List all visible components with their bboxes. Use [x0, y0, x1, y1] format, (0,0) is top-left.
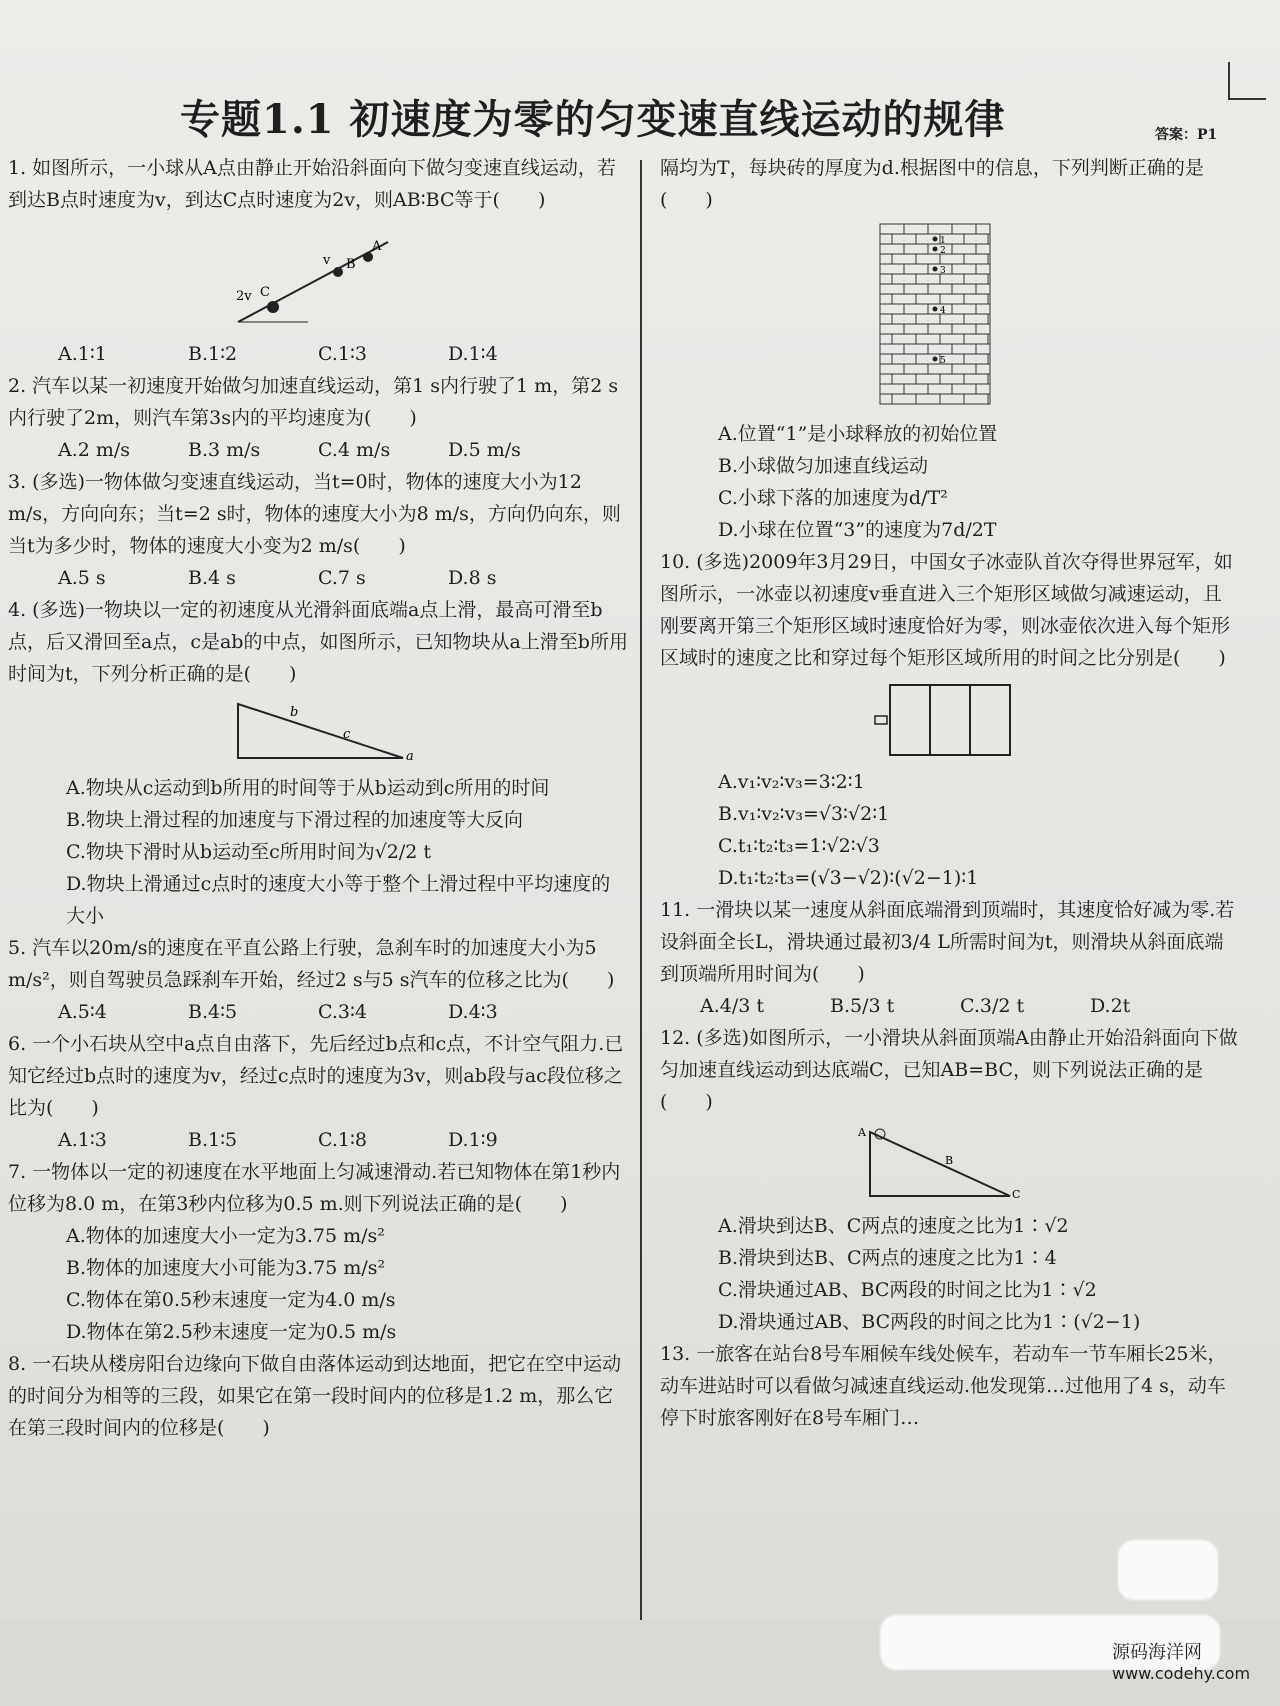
svg-text:A: A [372, 239, 382, 254]
brick [892, 354, 916, 364]
brick [880, 354, 892, 364]
option-d[interactable]: D.8 s [448, 567, 497, 589]
watermark-url: www.codehy.com [1112, 1664, 1251, 1683]
brick [904, 264, 928, 274]
brick [904, 244, 928, 254]
option-c[interactable]: C.3/2 t [960, 995, 1025, 1017]
question-1 [8, 152, 628, 370]
brick [952, 384, 976, 394]
option-d[interactable]: D.物体在第2.5秒末速度一定为0.5 m/s [66, 1321, 397, 1343]
ball-position-dot [933, 247, 938, 252]
option-d[interactable]: D.小球在位置“3”的速度为7d/2T [718, 519, 997, 541]
brick [976, 304, 990, 314]
option-a[interactable]: A.1∶3 [58, 1129, 107, 1151]
brick [916, 394, 940, 404]
option-b[interactable]: B.物块上滑过程的加速度与下滑过程的加速度等大反向 [66, 809, 524, 831]
svg-text:C: C [1012, 1188, 1021, 1201]
incline-abc-figure [8, 696, 608, 766]
brick [904, 284, 928, 294]
svg-text:2v: 2v [236, 289, 252, 304]
option-c[interactable]: C.1∶8 [318, 1129, 368, 1151]
option-c[interactable]: C.1∶3 [318, 343, 368, 365]
options-row [8, 434, 628, 466]
option-c[interactable]: C.滑块通过AB、BC两段的时间之比为1∶√2 [718, 1279, 1097, 1301]
brick [988, 234, 990, 244]
question-text: 6. 一个小石块从空中a点自由落下，先后经过b点和c点，不计空气阻力.已知它经过b点时的速度为v，经过c点时的速度为3v，则ab段与ac段位移之比为( ) [8, 1033, 624, 1119]
option-d[interactable]: D.4∶3 [448, 1001, 498, 1023]
brick [964, 274, 988, 284]
svg-text:C: C [260, 285, 270, 300]
brick [880, 394, 892, 404]
brick [904, 324, 928, 334]
brick [916, 274, 940, 284]
brick [880, 294, 892, 304]
answer-reference: 答案：P1 [1155, 127, 1218, 143]
brick [880, 384, 904, 394]
brick [988, 334, 990, 344]
question-2 [8, 370, 628, 466]
option-b[interactable]: B.1∶5 [188, 1129, 238, 1151]
option-c[interactable]: C.物体在第0.5秒末速度一定为4.0 m/s [66, 1289, 396, 1311]
option-d[interactable]: D.t₁∶t₂∶t₃=(√3−√2)∶(√2−1)∶1 [718, 867, 979, 889]
option-a[interactable]: A.物体的加速度大小一定为3.75 m/s² [66, 1225, 385, 1247]
brick [976, 224, 990, 234]
brick [892, 374, 916, 384]
ball-position-label: 4 [940, 306, 946, 316]
brick [940, 374, 964, 384]
brick [964, 314, 988, 324]
brick [964, 374, 988, 384]
option-d[interactable]: D.5 m/s [448, 439, 521, 461]
brick [892, 234, 916, 244]
question-4 [8, 594, 628, 932]
option-a[interactable]: A.滑块到达B、C两点的速度之比为1∶√2 [718, 1215, 1069, 1237]
option-b[interactable]: B.滑块到达B、C两点的速度之比为1∶4 [718, 1247, 1057, 1269]
question-text: 5. 汽车以20m/s的速度在平直公路上行驶，急刹车时的加速度大小为5 m/s²，则自驾驶员急踩刹车开始，经过2 s与5 s汽车的位移之比为( ) [8, 937, 615, 991]
brick [988, 254, 990, 264]
question-8 [8, 1348, 628, 1444]
brick [928, 384, 952, 394]
brick [904, 304, 928, 314]
ball-position-label: 2 [940, 246, 946, 256]
svg-text:B: B [346, 257, 356, 272]
option-a[interactable]: A.位置“1”是小球释放的初始位置 [718, 423, 998, 445]
brick [976, 324, 990, 334]
option-b[interactable]: B.5/3 t [830, 995, 895, 1017]
option-d[interactable]: D.2t [1090, 995, 1131, 1017]
brick [916, 294, 940, 304]
brick [916, 334, 940, 344]
options-row [8, 996, 628, 1028]
options-row [8, 338, 628, 370]
option-b[interactable]: B.物体的加速度大小可能为3.75 m/s² [66, 1257, 386, 1279]
brick [880, 244, 904, 254]
brick [892, 394, 916, 404]
column-divider [640, 160, 642, 1620]
brick [988, 394, 990, 404]
brick [880, 304, 904, 314]
brick [940, 394, 964, 404]
option-c[interactable]: C.t₁∶t₂∶t₃=1∶√2∶√3 [718, 835, 880, 857]
brick [916, 374, 940, 384]
brick [880, 324, 904, 334]
brick [880, 374, 892, 384]
options-row [8, 562, 628, 594]
svg-text:c: c [343, 727, 351, 742]
brick [952, 304, 976, 314]
svg-text:B: B [945, 1154, 954, 1167]
option-b[interactable]: B.4∶5 [188, 1001, 238, 1023]
option-d[interactable]: D.滑块通过AB、BC两段的时间之比为1∶(√2−1) [718, 1311, 1141, 1333]
option-a[interactable]: A.2 m/s [58, 439, 131, 461]
question-7 [8, 1156, 628, 1348]
option-b[interactable]: B.v₁∶v₂∶v₃=√3∶√2∶1 [718, 803, 890, 825]
brick [988, 294, 990, 304]
option-c[interactable]: C.小球下落的加速度为d/T² [718, 487, 948, 509]
page-title: 专题1.1 初速度为零的匀变速直线运动的规律 [180, 96, 1006, 143]
ball-position-label: 1 [940, 236, 946, 246]
ball-position-dot [933, 307, 938, 312]
ball-position-dot [933, 237, 938, 242]
brick [952, 244, 976, 254]
brick [904, 384, 928, 394]
option-b[interactable]: B.小球做匀加速直线运动 [718, 455, 929, 477]
question-3 [8, 466, 628, 594]
option-a[interactable]: A.4/3 t [700, 995, 765, 1017]
brick [976, 244, 990, 254]
ball-position-dot [933, 357, 938, 362]
brick [964, 294, 988, 304]
option-d[interactable]: D.物块上滑通过c点时的速度大小等于整个上滑过程中平均速度的大小 [66, 873, 611, 927]
option-a[interactable]: A.1∶1 [58, 343, 107, 365]
question-text: 隔均为T，每块砖的厚度为d.根据图中的信息，下列判断正确的是( ) [660, 157, 1204, 211]
brick [988, 314, 990, 324]
question-text: 11. 一滑块以某一速度从斜面底端滑到顶端时，其速度恰好减为零.若设斜面全长L，滑块通过最初3/4 L所需时间为t，则滑块从斜面底端到顶端所用时间为( ) [660, 899, 1235, 985]
question-text: 10. (多选)2009年3月29日，中国女子冰壶队首次夺得世界冠军，如图所示，一冰壶以初速度v垂直进入三个矩形区域做匀减速运动，且刚要离开第三个矩形区域时速度恰好为零，则冰壶依次进入每个矩形区域时的速度之比和穿过每个矩形区域所用的时间之比分别是( ) [660, 551, 1233, 669]
question-text: 4. (多选)一物块以一定的初速度从光滑斜面底端a点上滑，最高可滑至b点，后又滑回至a点，c是ab的中点，如图所示，已知物块从a上滑至b所用时间为t，下列分析正确的是( ) [8, 599, 628, 685]
options-row [8, 1124, 628, 1156]
brick [880, 224, 904, 234]
option-d[interactable]: D.1∶9 [448, 1129, 498, 1151]
brick [904, 344, 928, 354]
svg-text:v: v [323, 253, 331, 268]
redaction-patch [1118, 1540, 1218, 1600]
option-c[interactable]: C.7 s [318, 567, 366, 589]
brick [892, 294, 916, 304]
options-row [660, 990, 1240, 1022]
brick [952, 264, 976, 274]
brick [976, 264, 990, 274]
svg-text:b: b [290, 705, 299, 720]
incline-abc-slider-figure [660, 1124, 1220, 1204]
question-text: 13. 一旅客在站台8号车厢候车线处候车，若动车一节车厢长25米，动车进站时可以看做匀减速直线运动.他发现第…过他用了4 s，动车停下时旅客刚好在8号车厢门… [660, 1343, 1227, 1429]
brick [880, 274, 892, 284]
option-a[interactable]: A.v₁∶v₂∶v₃=3∶2∶1 [718, 771, 865, 793]
option-d[interactable]: D.1∶4 [448, 343, 498, 365]
brick [928, 344, 952, 354]
brick [904, 364, 928, 374]
svg-text:A: A [858, 1126, 866, 1139]
brick [952, 324, 976, 334]
option-c[interactable]: C.物块下滑时从b运动至c所用时间为√2/2 t [66, 841, 432, 863]
brick [964, 234, 988, 244]
question-text: 12. (多选)如图所示，一小滑块从斜面顶端A由静止开始沿斜面向下做匀加速直线运动到达底端C，已知AB=BC，则下列说法正确的是( ) [660, 1027, 1238, 1113]
brick [964, 354, 988, 364]
brick [940, 334, 964, 344]
ball-position-label: 5 [940, 356, 946, 366]
brick [904, 224, 928, 234]
option-a[interactable]: A.5∶4 [58, 1001, 107, 1023]
brick [928, 284, 952, 294]
question-text: 1. 如图所示，一小球从A点由静止开始沿斜面向下做匀变速直线运动，若到达B点时速度为v，到达C点时速度为2v，则AB∶BC等于( ) [8, 157, 616, 211]
brick [952, 364, 976, 374]
option-b[interactable]: B.3 m/s [188, 439, 261, 461]
brick [880, 254, 892, 264]
option-c[interactable]: C.3∶4 [318, 1001, 368, 1023]
incline-ball-figure [8, 222, 608, 332]
question-text: 8. 一石块从楼房阳台边缘向下做自由落体运动到达地面，把它在空中运动的时间分为相等的三段，如果它在第一段时间内的位移是1.2 m，那么它在第三段时间内的位移是( ) [8, 1353, 622, 1439]
question-5 [8, 932, 628, 1028]
question-13 [660, 1338, 1240, 1434]
brick [976, 284, 990, 294]
question-11 [660, 894, 1240, 1022]
ball-position-label: 3 [940, 266, 946, 276]
brick [952, 344, 976, 354]
left-column [8, 152, 628, 1444]
option-b[interactable]: B.4 s [188, 567, 236, 589]
option-c[interactable]: C.4 m/s [318, 439, 391, 461]
brick [892, 254, 916, 264]
ball-position-dot [933, 267, 938, 272]
brick [880, 314, 892, 324]
question-12 [660, 1022, 1240, 1338]
question-text: 7. 一物体以一定的初速度在水平地面上匀减速滑动.若已知物体在第1秒内位移为8.0 m，在第3秒内位移为0.5 m.则下列说法正确的是( ) [8, 1161, 621, 1215]
question-text: 3. (多选)一物体做匀变速直线运动，当t=0时，物体的速度大小为12 m/s，方向向东；当t=2 s时，物体的速度大小为8 m/s，方向仍向东，则当t为多少时，物体的速度大小变为2 m/s( ) [8, 471, 621, 557]
question-10 [660, 546, 1240, 894]
svg-text:a: a [406, 749, 414, 764]
question-9 [660, 152, 1240, 546]
brick [988, 374, 990, 384]
brick [952, 224, 976, 234]
brick [916, 254, 940, 264]
curling-regions-figure [660, 680, 1220, 760]
brick-wall-figure [660, 222, 1220, 412]
brick [940, 294, 964, 304]
brick [880, 284, 904, 294]
brick [988, 354, 990, 364]
brick [892, 274, 916, 284]
brick [892, 334, 916, 344]
brick [964, 334, 988, 344]
brick [988, 274, 990, 284]
brick [880, 234, 892, 244]
brick [880, 264, 904, 274]
brick [880, 364, 904, 374]
right-column [660, 152, 1240, 1434]
brick [976, 344, 990, 354]
option-a[interactable]: A.物块从c运动到b所用的时间等于从b运动到c所用的时间 [66, 777, 550, 799]
brick [928, 324, 952, 334]
option-a[interactable]: A.5 s [58, 567, 106, 589]
question-6 [8, 1028, 628, 1156]
brick [880, 334, 892, 344]
brick [964, 254, 988, 264]
brick [952, 284, 976, 294]
question-text: 2. 汽车以某一初速度开始做匀加速直线运动，第1 s内行驶了1 m，第2 s内行驶了2m，则汽车第3s内的平均速度为( ) [8, 375, 619, 429]
brick [964, 394, 988, 404]
brick [892, 314, 916, 324]
brick [928, 224, 952, 234]
brick [880, 344, 904, 354]
brick [976, 364, 990, 374]
watermark-name: 源码海洋网 [1112, 1642, 1202, 1663]
option-b[interactable]: B.1∶2 [188, 343, 238, 365]
corner-crop-mark [1228, 62, 1266, 100]
brick [916, 314, 940, 324]
brick [976, 384, 990, 394]
